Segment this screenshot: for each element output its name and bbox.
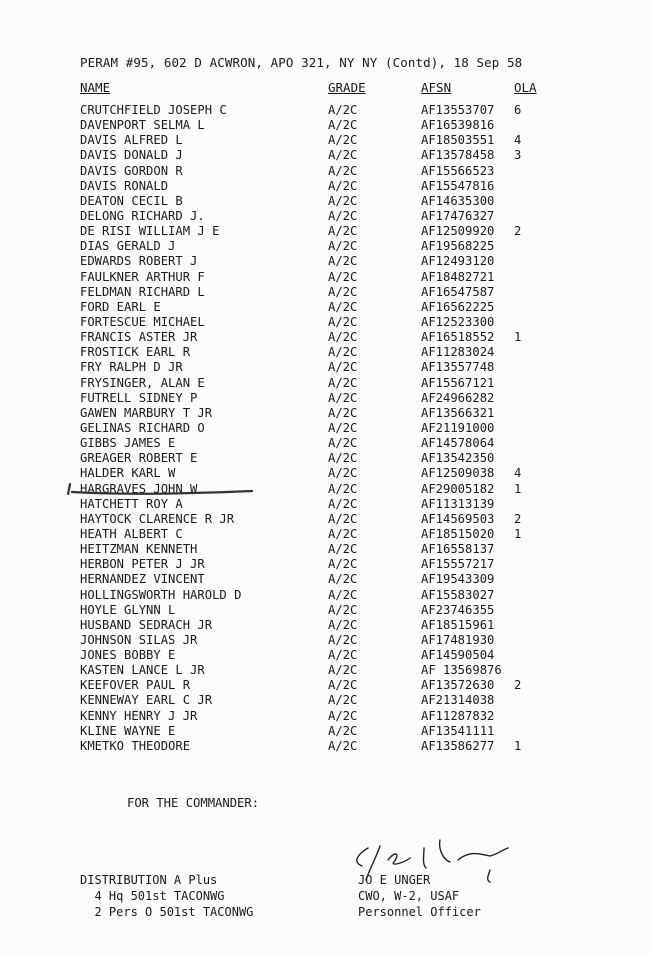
roster-afsn: AF 13569876 [421, 663, 502, 678]
roster-row [80, 648, 620, 663]
roster-row [80, 557, 620, 572]
roster-name: EDWARDS ROBERT J [80, 254, 198, 269]
roster-afsn: AF11313139 [421, 496, 495, 511]
roster-row [80, 239, 620, 254]
roster-row [80, 542, 620, 557]
roster-row [80, 633, 620, 648]
roster-afsn: AF19568225 [421, 239, 495, 254]
roster-afsn: AF14578064 [421, 436, 495, 451]
roster-grade: A/2C [328, 693, 358, 708]
roster-afsn: AF14569503 [421, 511, 495, 526]
roster-row [80, 376, 620, 391]
roster-ola: 1 [514, 330, 522, 345]
roster-name: CRUTCHFIELD JOSEPH C [80, 103, 227, 117]
roster-name: HERBON PETER J JR [80, 557, 205, 572]
roster-row [80, 315, 620, 330]
roster-afsn: AF21191000 [421, 420, 495, 435]
roster-row [80, 693, 620, 708]
roster-name: DAVENPORT SELMA L [80, 118, 205, 133]
roster-grade: A/2C [328, 330, 358, 345]
roster-grade: A/2C [328, 390, 358, 405]
roster-name: HEITZMAN KENNETH [80, 542, 198, 557]
roster-grade: A/2C [328, 314, 358, 329]
roster-row [80, 179, 620, 194]
roster-name: HATCHETT ROY A [80, 496, 183, 511]
column-name-heading: NAME [80, 80, 111, 95]
roster-row [80, 133, 620, 148]
roster-row [80, 285, 620, 300]
roster-grade: A/2C [328, 118, 358, 133]
roster-ola: 6 [514, 103, 522, 117]
roster-row [80, 497, 620, 512]
roster-name: HOYLE GLYNN L [80, 602, 176, 617]
roster-grade: A/2C [328, 148, 358, 163]
roster-afsn: AF15583027 [421, 587, 495, 602]
roster-grade: A/2C [328, 284, 358, 299]
roster-name: DAVIS ALFRED L [80, 133, 183, 148]
column-ola-heading: OLA [514, 80, 537, 95]
roster-name: GELINAS RICHARD O [80, 420, 205, 435]
roster-afsn: AF13553707 [421, 103, 495, 117]
roster-ola: 1 [514, 481, 522, 496]
roster-ola: 1 [514, 526, 522, 541]
roster-grade: A/2C [328, 738, 358, 753]
column-grade-heading: GRADE [328, 80, 366, 95]
roster-row [80, 360, 620, 375]
roster-name: FROSTICK EARL R [80, 345, 191, 360]
roster-name: FAULKNER ARTHUR F [80, 269, 205, 284]
roster-row [80, 345, 620, 360]
roster-afsn: AF15547816 [421, 178, 495, 193]
roster-name: HALDER KARL W [80, 466, 176, 481]
roster-grade: A/2C [328, 663, 358, 678]
handwritten-underline [62, 482, 262, 498]
roster-row [80, 618, 620, 633]
roster-afsn: AF29005182 [421, 481, 495, 496]
roster-row [80, 148, 620, 163]
roster-row [80, 436, 620, 451]
roster-grade: A/2C [328, 345, 358, 360]
roster-grade: A/2C [328, 299, 358, 314]
roster-ola: 1 [514, 738, 522, 753]
roster-grade: A/2C [328, 269, 358, 284]
roster-ola: 2 [514, 678, 522, 693]
roster-name: DELONG RICHARD J. [80, 208, 205, 223]
roster-afsn: AF15557217 [421, 557, 495, 572]
roster-name: FORTESCUE MICHAEL [80, 314, 205, 329]
roster-afsn: AF11287832 [421, 708, 495, 723]
roster-afsn: AF18515961 [421, 617, 495, 632]
roster-name: FUTRELL SIDNEY P [80, 390, 198, 405]
roster-afsn: AF16558137 [421, 542, 495, 557]
roster-grade: A/2C [328, 208, 358, 223]
roster-row [80, 254, 620, 269]
roster-name: DEATON CECIL B [80, 193, 183, 208]
roster-name: JONES BOBBY E [80, 648, 176, 663]
signer-name: JO E UNGER [358, 873, 431, 887]
roster-grade: A/2C [328, 451, 358, 466]
roster-row [80, 663, 620, 678]
roster-name: DE RISI WILLIAM J E [80, 224, 220, 239]
roster-ola: 3 [514, 148, 522, 163]
document-header: PERAM #95, 602 D ACWRON, APO 321, NY NY (Contd), 18 Sep 58 [80, 55, 523, 70]
roster-afsn: AF12493120 [421, 254, 495, 269]
roster-name: GIBBS JAMES E [80, 436, 176, 451]
roster-ola: 2 [514, 511, 522, 526]
roster-grade: A/2C [328, 133, 358, 148]
signer-block [358, 872, 481, 920]
roster-name: FORD EARL E [80, 299, 161, 314]
roster-grade: A/2C [328, 466, 358, 481]
roster-afsn: AF12509920 [421, 224, 495, 239]
roster-name: DAVIS DONALD J [80, 148, 183, 163]
roster-row [80, 739, 620, 754]
roster-afsn: AF16518552 [421, 330, 495, 345]
roster-row [80, 164, 620, 179]
roster-afsn: AF17481930 [421, 632, 495, 647]
distribution-block [80, 872, 253, 920]
roster-grade: A/2C [328, 360, 358, 375]
roster-grade: A/2C [328, 632, 358, 647]
roster-grade: A/2C [328, 617, 358, 632]
roster-row [80, 724, 620, 739]
roster-grade: A/2C [328, 239, 358, 254]
roster-name: HAYTOCK CLARENCE R JR [80, 511, 235, 526]
roster-afsn: AF16539816 [421, 118, 495, 133]
roster-afsn: AF24966282 [421, 390, 495, 405]
roster-afsn: AF13578458 [421, 148, 495, 163]
roster-row [80, 512, 620, 527]
roster-grade: A/2C [328, 587, 358, 602]
roster-row [80, 209, 620, 224]
roster-name: KENNY HENRY J JR [80, 708, 198, 723]
roster-row [80, 406, 620, 421]
roster-row [80, 603, 620, 618]
roster-afsn: AF12523300 [421, 314, 495, 329]
roster-grade: A/2C [328, 511, 358, 526]
roster-afsn: AF15566523 [421, 163, 495, 178]
roster-grade: A/2C [328, 723, 358, 738]
roster-name: GREAGER ROBERT E [80, 451, 198, 466]
roster-afsn: AF13586277 [421, 738, 495, 753]
roster-name: FELDMAN RICHARD L [80, 284, 205, 299]
roster-name: DIAS GERALD J [80, 239, 176, 254]
roster-afsn: AF14635300 [421, 193, 495, 208]
roster-row [80, 330, 620, 345]
signer-rank: CWO, W-2, USAF [358, 889, 460, 903]
roster-name: KASTEN LANCE L JR [80, 663, 205, 678]
roster-afsn: AF11283024 [421, 345, 495, 360]
roster-name: FRY RALPH D JR [80, 360, 183, 375]
roster-ola: 4 [514, 133, 522, 148]
roster-ola: 4 [514, 466, 522, 481]
roster-row [80, 224, 620, 239]
for-commander-line: FOR THE COMMANDER: [127, 796, 260, 810]
roster-afsn: AF13566321 [421, 405, 495, 420]
roster-grade: A/2C [328, 193, 358, 208]
roster-name: DAVIS GORDON R [80, 163, 183, 178]
roster-afsn: AF13542350 [421, 451, 495, 466]
roster-name: KMETKO THEODORE [80, 738, 191, 753]
roster-name: KLINE WAYNE E [80, 723, 176, 738]
roster-afsn: AF18503551 [421, 133, 495, 148]
roster-ola: 2 [514, 224, 522, 239]
roster-name: HUSBAND SEDRACH JR [80, 617, 213, 632]
roster-afsn: AF16562225 [421, 299, 495, 314]
signer-title: Personnel Officer [358, 905, 481, 919]
roster-row [80, 588, 620, 603]
roster-grade: A/2C [328, 254, 358, 269]
roster-grade: A/2C [328, 436, 358, 451]
roster-grade: A/2C [328, 496, 358, 511]
roster-grade: A/2C [328, 224, 358, 239]
roster-name: JOHNSON SILAS JR [80, 632, 198, 647]
roster-afsn: AF21314038 [421, 693, 495, 708]
roster-afsn: AF13541111 [421, 723, 495, 738]
roster-grade: A/2C [328, 405, 358, 420]
roster-grade: A/2C [328, 375, 358, 390]
roster-afsn: AF13572630 [421, 678, 495, 693]
roster-grade: A/2C [328, 103, 358, 117]
roster-row [80, 194, 620, 209]
distribution-line: 4 Hq 501st TACONWG [80, 889, 225, 903]
roster-grade: A/2C [328, 572, 358, 587]
roster-row [80, 527, 620, 542]
roster-afsn: AF18482721 [421, 269, 495, 284]
roster-grade: A/2C [328, 163, 358, 178]
roster-row [80, 466, 620, 481]
roster-afsn: AF12509038 [421, 466, 495, 481]
roster-grade: A/2C [328, 708, 358, 723]
roster-row [80, 678, 620, 693]
roster-list [80, 103, 620, 754]
distribution-line: DISTRIBUTION A Plus [80, 873, 218, 887]
roster-row [80, 118, 620, 133]
roster-grade: A/2C [328, 557, 358, 572]
roster-name: FRYSINGER, ALAN E [80, 375, 205, 390]
roster-name: HOLLINGSWORTH HAROLD D [80, 587, 242, 602]
roster-afsn: AF18515020 [421, 526, 495, 541]
roster-grade: A/2C [328, 526, 358, 541]
roster-afsn: AF17476327 [421, 208, 495, 223]
roster-row [80, 451, 620, 466]
roster-grade: A/2C [328, 602, 358, 617]
roster-afsn: AF14590504 [421, 648, 495, 663]
roster-name: GAWEN MARBURY T JR [80, 405, 213, 420]
roster-afsn: AF13557748 [421, 360, 495, 375]
roster-grade: A/2C [328, 178, 358, 193]
roster-name: KENNEWAY EARL C JR [80, 693, 213, 708]
roster-afsn: AF16547587 [421, 284, 495, 299]
roster-name: DAVIS RONALD [80, 178, 169, 193]
roster-grade: A/2C [328, 542, 358, 557]
roster-row [80, 709, 620, 724]
roster-name: HERNANDEZ VINCENT [80, 572, 205, 587]
roster-afsn: AF23746355 [421, 602, 495, 617]
roster-grade: A/2C [328, 648, 358, 663]
roster-grade: A/2C [328, 420, 358, 435]
roster-row [80, 391, 620, 406]
roster-row [80, 421, 620, 436]
roster-afsn: AF19543309 [421, 572, 495, 587]
roster-afsn: AF15567121 [421, 375, 495, 390]
roster-row [80, 270, 620, 285]
column-afsn-heading: AFSN [421, 80, 452, 95]
roster-row [80, 103, 620, 118]
roster-row [80, 300, 620, 315]
roster-grade: A/2C [328, 678, 358, 693]
roster-grade: A/2C [328, 481, 358, 496]
distribution-line: 2 Pers O 501st TACONWG [80, 905, 254, 919]
roster-name: KEEFOVER PAUL R [80, 678, 191, 693]
roster-name: HARGRAVES JOHN W [80, 481, 198, 496]
roster-name: HEATH ALBERT C [80, 526, 183, 541]
roster-name: FRANCIS ASTER JR [80, 330, 198, 345]
roster-row [80, 572, 620, 587]
